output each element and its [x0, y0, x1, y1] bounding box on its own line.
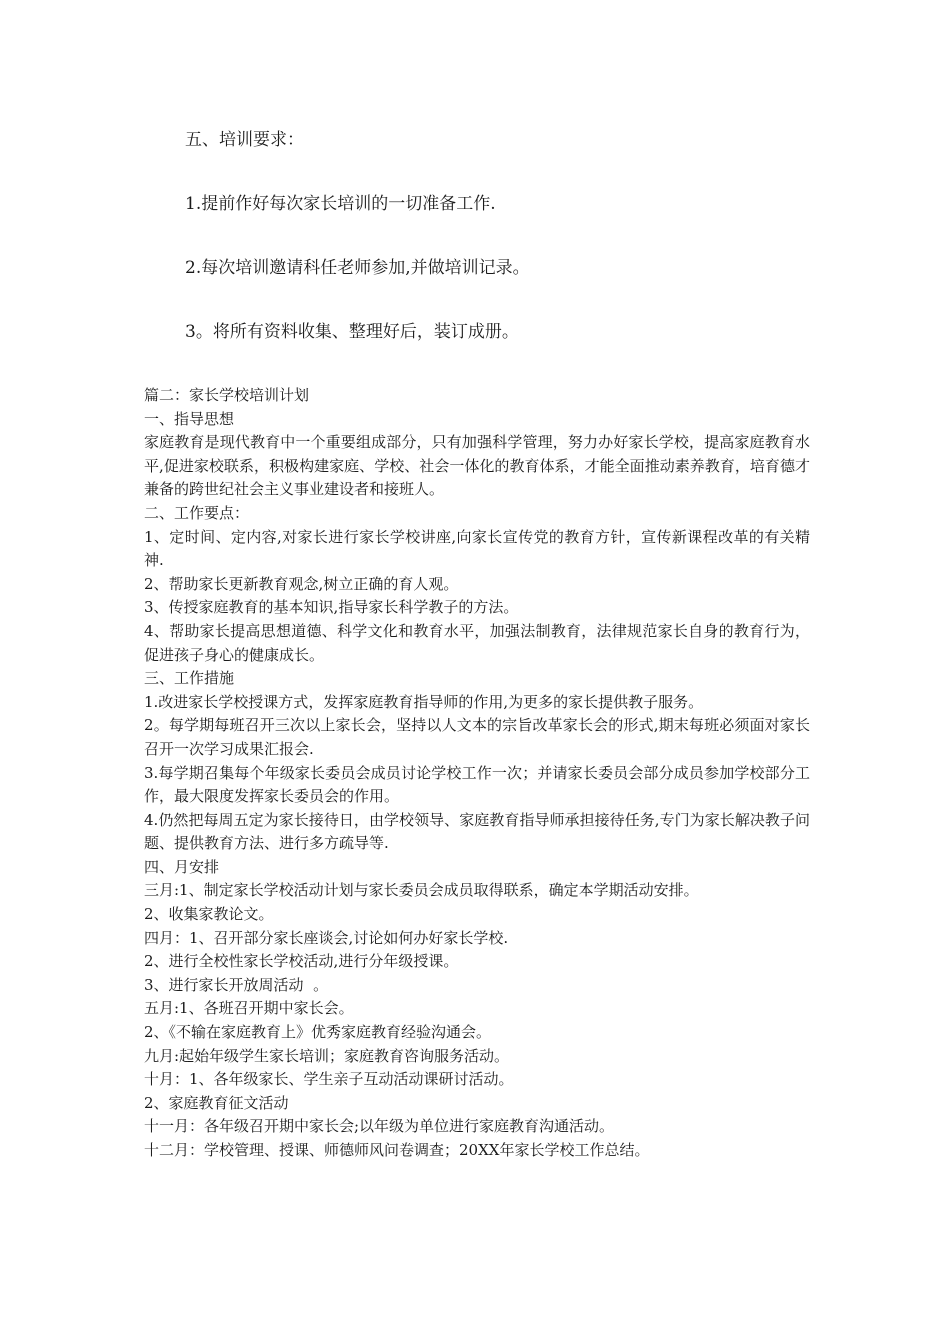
- training-plan-section: [144, 384, 810, 1163]
- list-item: 4.仍然把每周五定为家长接待日，由学校领导、家庭教育指导师承担接待任务,专门为家长解决教子问题、提供教育方法、进行多方疏导等.: [144, 810, 810, 853]
- requirement-item: 3。将所有资料收集、整理好后，装订成册。: [185, 322, 519, 342]
- list-item: 2、帮助家长更新教育观念,树立正确的育人观。: [144, 574, 459, 593]
- section-heading: 五、培训要求：: [185, 130, 304, 150]
- schedule-line: 十二月：学校管理、授课、师德师风问卷调查；20XX年家长学校工作总结。: [144, 1141, 650, 1159]
- list-item: 2。每学期每班召开三次以上家长会，坚持以人文本的宗旨改革家长会的形式,期末每班必须面对家长召开一次学习成果汇报会.: [144, 716, 810, 758]
- schedule-line: 2、《不输在家庭教育上》优秀家庭教育经验沟通会。: [144, 1023, 492, 1042]
- schedule-line: 十一月：各年级召开期中家长会;以年级为单位进行家庭教育沟通活动。: [144, 1117, 615, 1136]
- schedule-line: 九月:起始年级学生家长培训；家庭教育咨询服务活动。: [144, 1046, 510, 1065]
- section-heading: 一、指导思想: [144, 409, 235, 428]
- list-item: 4、帮助家长提高思想道德、科学文化和教育水平，加强法制教育，法律规范家长自身的教育行为，促进孩子身心的健康成长。: [144, 621, 810, 664]
- schedule-line: 四月：1、召开部分家长座谈会,讨论如何办好家长学校.: [144, 928, 509, 947]
- schedule-line: 2、进行全校性家长学校活动,进行分年级授课。: [144, 952, 459, 971]
- schedule-line: 2、家庭教育征文活动: [144, 1093, 289, 1112]
- list-item: 3、传授家庭教育的基本知识,指导家长科学教子的方法。: [144, 598, 519, 617]
- section-heading: 二、工作要点：: [144, 503, 250, 522]
- list-item: 1.改进家长学校授课方式，发挥家庭教育指导师的作用,为更多的家长提供教子服务。: [144, 692, 704, 711]
- schedule-line: 三月:1、制定家长学校活动计划与家长委员会成员取得联系，确定本学期活动安排。: [144, 881, 699, 900]
- training-requirements-section: [185, 126, 825, 382]
- requirement-item: 2.每次培训邀请科任老师参加,并做培训记录。: [185, 258, 530, 278]
- section-heading: 四、月安排: [144, 857, 220, 876]
- document-title: 篇二：家长学校培训计划: [144, 386, 310, 404]
- paragraph: 家庭教育是现代教育中一个重要组成部分，只有加强科学管理，努力办好家长学校，提高家庭教育水平,促进家校联系，积极构建家庭、学校、社会一体化的教育体系，才能全面推动素养教育，培育德才兼备的跨世纪社会主义事业建设者和接班人。: [144, 433, 810, 499]
- schedule-line: 3、进行家长开放周活动 。: [144, 975, 329, 994]
- requirement-item: 1.提前作好每次家长培训的一切准备工作.: [185, 194, 496, 214]
- schedule-line: 2、收集家教论文。: [144, 905, 274, 924]
- schedule-line: 五月:1、各班召开期中家长会。: [144, 999, 354, 1018]
- section-heading: 三、工作措施: [144, 669, 235, 688]
- schedule-line: 十月：1、各年级家长、学生亲子互动活动课研讨活动。: [144, 1070, 514, 1089]
- list-item: 1、定时间、定内容,对家长进行家长学校讲座,向家长宣传党的教育方针，宣传新课程改革的有关精神.: [144, 527, 810, 570]
- list-item: 3.每学期召集每个年级家长委员会成员讨论学校工作一次；并请家长委员会部分成员参加学校部分工作，最大限度发挥家长委员会的作用。: [144, 763, 810, 806]
